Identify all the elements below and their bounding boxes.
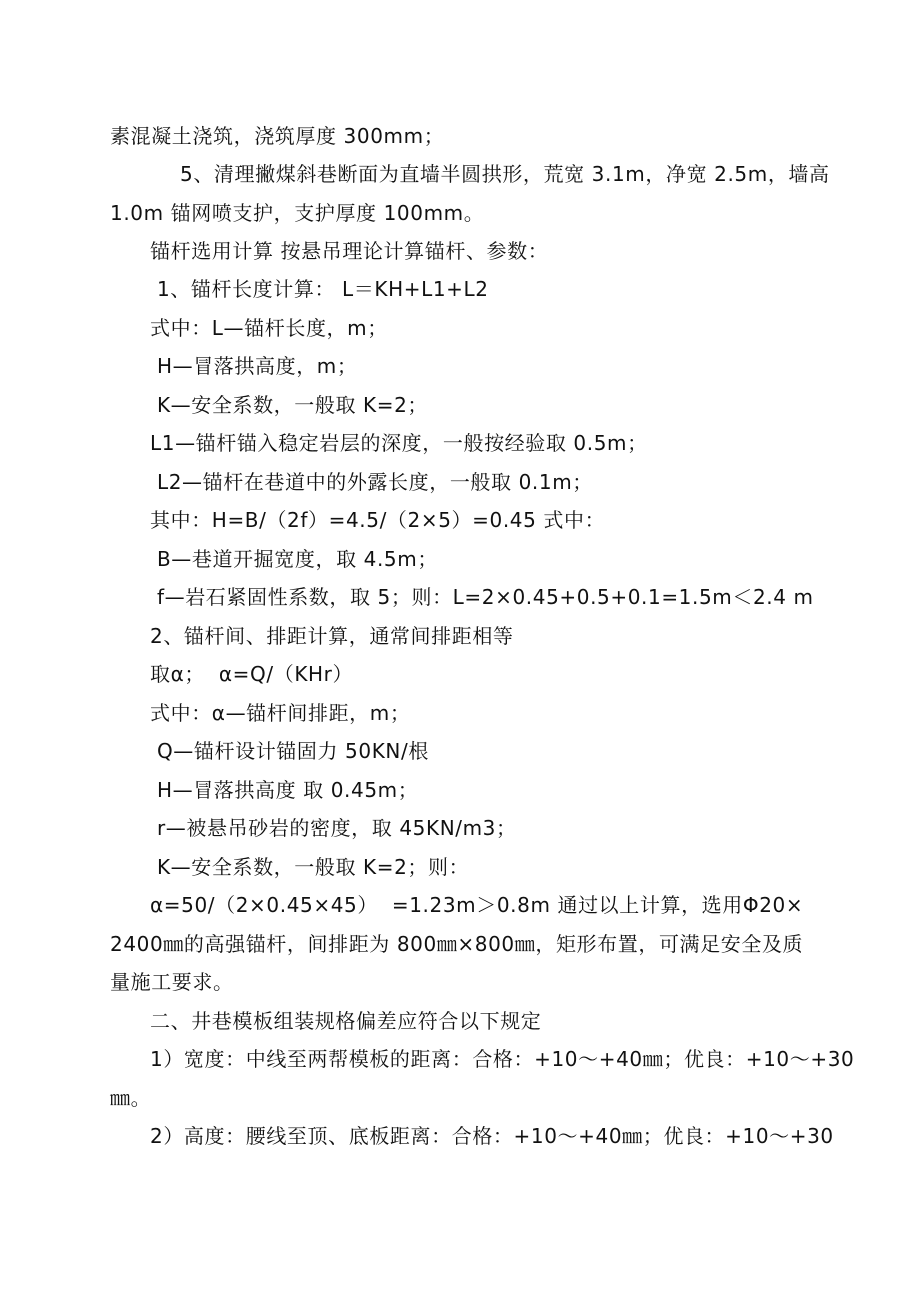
text-line-9: L1—锚杆锚入稳定岩层的深度，一般按经验取 0.5m； <box>150 431 648 455</box>
text-line-1: 素混凝土浇筑，浇筑厚度 300mm； <box>110 124 445 148</box>
text-line-13: f—岩石紧固性系数，取 5；则：L=2×0.45+0.5+0.1=1.5m＜2.4 m <box>150 585 814 609</box>
text-line-27: 2）高度：腰线至顶、底板距离：合格：+10～+40㎜；优良：+10～+30 <box>150 1124 834 1148</box>
text-line-26: ㎜。 <box>110 1086 152 1110</box>
text-line-2: 5、清理撇煤斜巷断面为直墙半圆拱形，荒宽 3.1m，净宽 2.5m，墙高 <box>180 162 830 186</box>
text-line-17: Q—锚杆设计锚固力 50KN/根 <box>150 739 429 763</box>
text-line-18: H—冒落拱高度 取 0.45m； <box>150 778 419 802</box>
text-line-4: 锚杆选用计算 按悬吊理论计算锚杆、参数： <box>150 239 549 263</box>
text-line-25: 1）宽度：中线至两帮模板的距离：合格：+10～+40㎜；优良：+10～+30 <box>150 1047 855 1071</box>
text-line-5: 1、锚杆长度计算： L＝KH+L1+L2 <box>150 277 489 301</box>
text-line-14: 2、锚杆间、排距计算，通常间排距相等 <box>150 624 514 648</box>
text-line-11: 其中：H=B/（2f）=4.5/（2×5）=0.45 式中： <box>150 508 606 532</box>
text-line-6: 式中：L—锚杆长度，m； <box>150 316 388 340</box>
text-line-15: 取α； α=Q/（KHr） <box>150 662 354 686</box>
text-line-3: 1.0m 锚网喷支护，支护厚度 100mm。 <box>110 201 485 225</box>
text-line-23: 量施工要求。 <box>110 970 234 994</box>
text-line-10: L2—锚杆在巷道中的外露长度，一般取 0.1m； <box>150 470 593 494</box>
text-line-22: 2400㎜的高强锚杆，间排距为 800㎜×800㎜，矩形布置，可满足安全及质 <box>110 932 804 956</box>
text-line-24: 二、井巷模板组装规格偏差应符合以下规定 <box>150 1009 542 1033</box>
text-line-8: K—安全系数，一般取 K=2； <box>150 393 429 417</box>
text-line-16: 式中：α—锚杆间排距，m； <box>150 701 411 725</box>
text-line-21: α=50/（2×0.45×45） =1.23m＞0.8m 通过以上计算，选用Φ20× <box>150 893 804 917</box>
text-line-19: r—被悬吊砂岩的密度，取 45KN/m3； <box>150 816 517 840</box>
text-line-20: K—安全系数，一般取 K=2；则： <box>150 855 470 879</box>
text-line-7: H—冒落拱高度，m； <box>150 354 358 378</box>
text-line-12: B—巷道开掘宽度，取 4.5m； <box>150 547 438 571</box>
